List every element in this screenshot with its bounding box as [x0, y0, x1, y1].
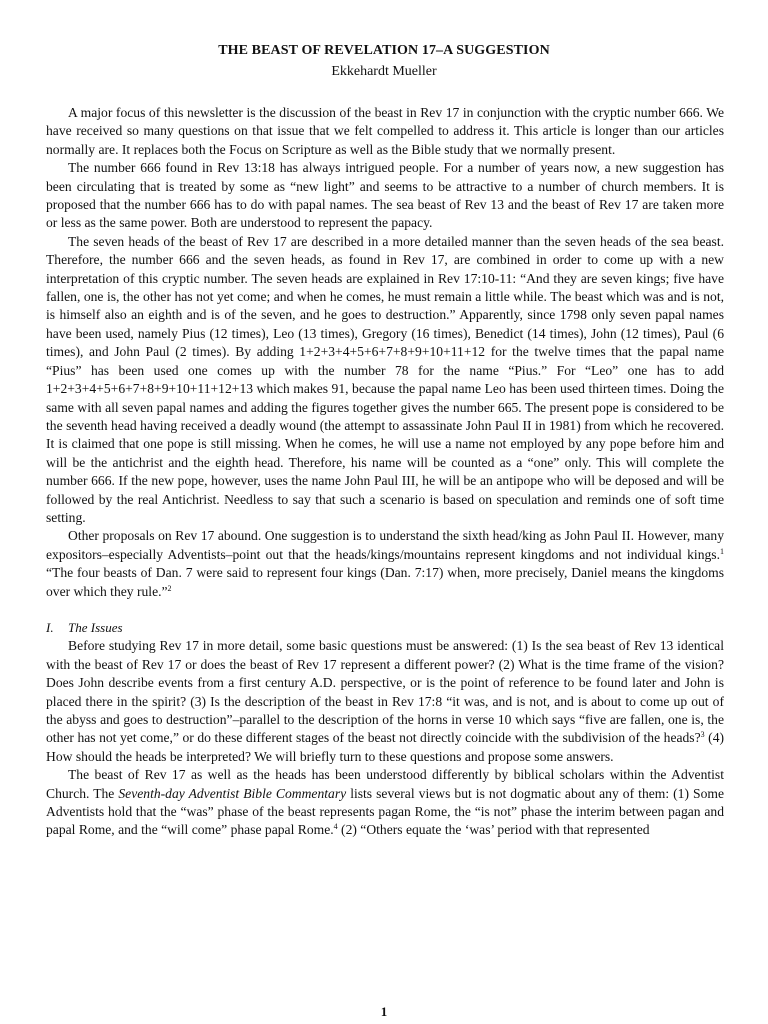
section-heading — [46, 619, 724, 637]
paragraph-666: The number 666 found in Rev 13:18 has always intrigued people. For a number of years now, a new suggestion has been circulating that is treated by some as “new light” and seems to be attractive to a number of church members. It is proposed that the number 666 has to do with papal names. The sea beast of Rev 13 and the beast of Rev 17 are taken more or less as the same power. Both are understood to represent the papacy. — [46, 160, 724, 231]
article-title: THE BEAST OF REVELATION 17–A SUGGESTION — [218, 43, 550, 58]
page-number: 1 — [380, 1004, 388, 1019]
book-title: Seventh-day Adventist Bible Commentary — [118, 785, 347, 801]
author-name: Ekkehardt Mueller — [331, 64, 437, 79]
paragraph-text: “The four beasts of Dan. 7 were said to represent four kings (Dan. 7:17) when, more precisely, Daniel means the kingdoms over which they rule.” — [46, 565, 724, 599]
paragraph-text: (4) How should the heads be interpreted? We will briefly turn to these questions and propose some answers. — [46, 730, 725, 764]
footnote-ref: 4 — [333, 822, 338, 832]
section-number: I. — [46, 619, 54, 635]
paragraph-other-proposals — [46, 527, 724, 601]
paragraph-seven-heads: The seven heads of the beast of Rev 17 are described in a more detailed manner than the seven heads of the sea beast. Therefore, the number 666 and the seven heads, as found in Rev 17, are combined in order to come up with a new interpretation of this cryptic number. The seven heads are explained in Rev 17:10-11: “And they are seven kings; five have fallen, one is, the other has not yet come; and when he comes, he must remain a little while. The beast which was and is not, is himself also an eighth and is of the seven, and he goes to destruction.” Apparently, since 1798 only seven papal names have been used, namely Pius (12 times), Leo (13 times), Gregory (16 times), Benedict (14 times), John (12 times), Paul (6 times), and John Paul (2 times). By adding 1+2+3+4+5+6+7+8+9+10+11+12 for the twelve times that the papal name “Pius” has been used one comes up with the number 78 for the name “Pius.” For “Leo” one has to add 1+2+3+4+5+6+7+8+9+10+11+12+13 which makes 91, because the papal name Leo has been used thirteen times. Doing the same with all seven papal names and adding the figures together gives the number 665. The present pope is considered to be the seventh head having received a deadly wound (the attempt to assassinate John Paul II in 1981) from which he recovered. It is claimed that one pope is still missing. When he comes, he will use a name not employed by any pope before him and will be the antichrist and the eighth head. Therefore, his name will be counted as a “one” only. This will complete the number 666. If the new pope, however, uses the name John Paul III, he will be an antipope who will be deposed and will be followed by the real Antichrist. Needless to say that such a scenario is based on speculation and reminds one of soft time setting. — [46, 233, 724, 525]
paragraph-commentary — [46, 766, 724, 840]
footnote-ref: 3 — [700, 730, 705, 740]
paragraph-text: Other proposals on Rev 17 abound. One suggestion is to understand the sixth head/king as John Paul II. However, many expositors–especially Adventists–point out that the heads/kings/mountains represent kingdoms and not individual kings. — [46, 528, 724, 562]
paragraph-questions — [46, 637, 724, 766]
paragraph-intro: A major focus of this newsletter is the discussion of the beast in Rev 17 in conjunction with the cryptic number 666. We have received so many questions on that issue that we felt compelled to address it. This article is longer than our articles normally are. It replaces both the Focus on Scripture as well as the Bible study that we normally present. — [46, 105, 724, 157]
article-body — [46, 104, 724, 840]
paragraph-text: (2) “Others equate the ‘was’ period with that represented — [337, 822, 650, 838]
footnote-ref: 2 — [167, 583, 172, 593]
section-title: The Issues — [68, 619, 123, 635]
paragraph-text: lists several views but is not dogmatic about any of them: (1) Some Adventists hold that the “was” phase of the beast represents pagan Rome, the “is not” phase the interim between pagan and papal Rome, and the “will come” phase papal Rome. — [46, 785, 724, 838]
paragraph-text: Before studying Rev 17 in more detail, some basic questions must be answered: (1) Is the sea beast of Rev 13 identical with the beast of Rev 17 or does the beast of Rev 17 represent a different power? (2) What is the time frame of the vision? Does John describe events from a first century A.D. perspective, or is the point of reference to be found later and John is placed there in the spirit? (3) Is the description of the beast in Rev 17:8 “it was, and is not, and is about to come up out of the abyss and goes to destruction”–parallel to the description of the horns in verse 10 which says “five are fallen, one is, the other has not yet come,” or do these different stages of the beast not directly coincide with the subdivision of the heads? — [46, 638, 724, 746]
paragraph-text: The beast of Rev 17 as well as the heads has been understood differently by biblical scholars within the Adventist Church. The — [46, 767, 724, 801]
footnote-ref: 1 — [720, 546, 724, 556]
